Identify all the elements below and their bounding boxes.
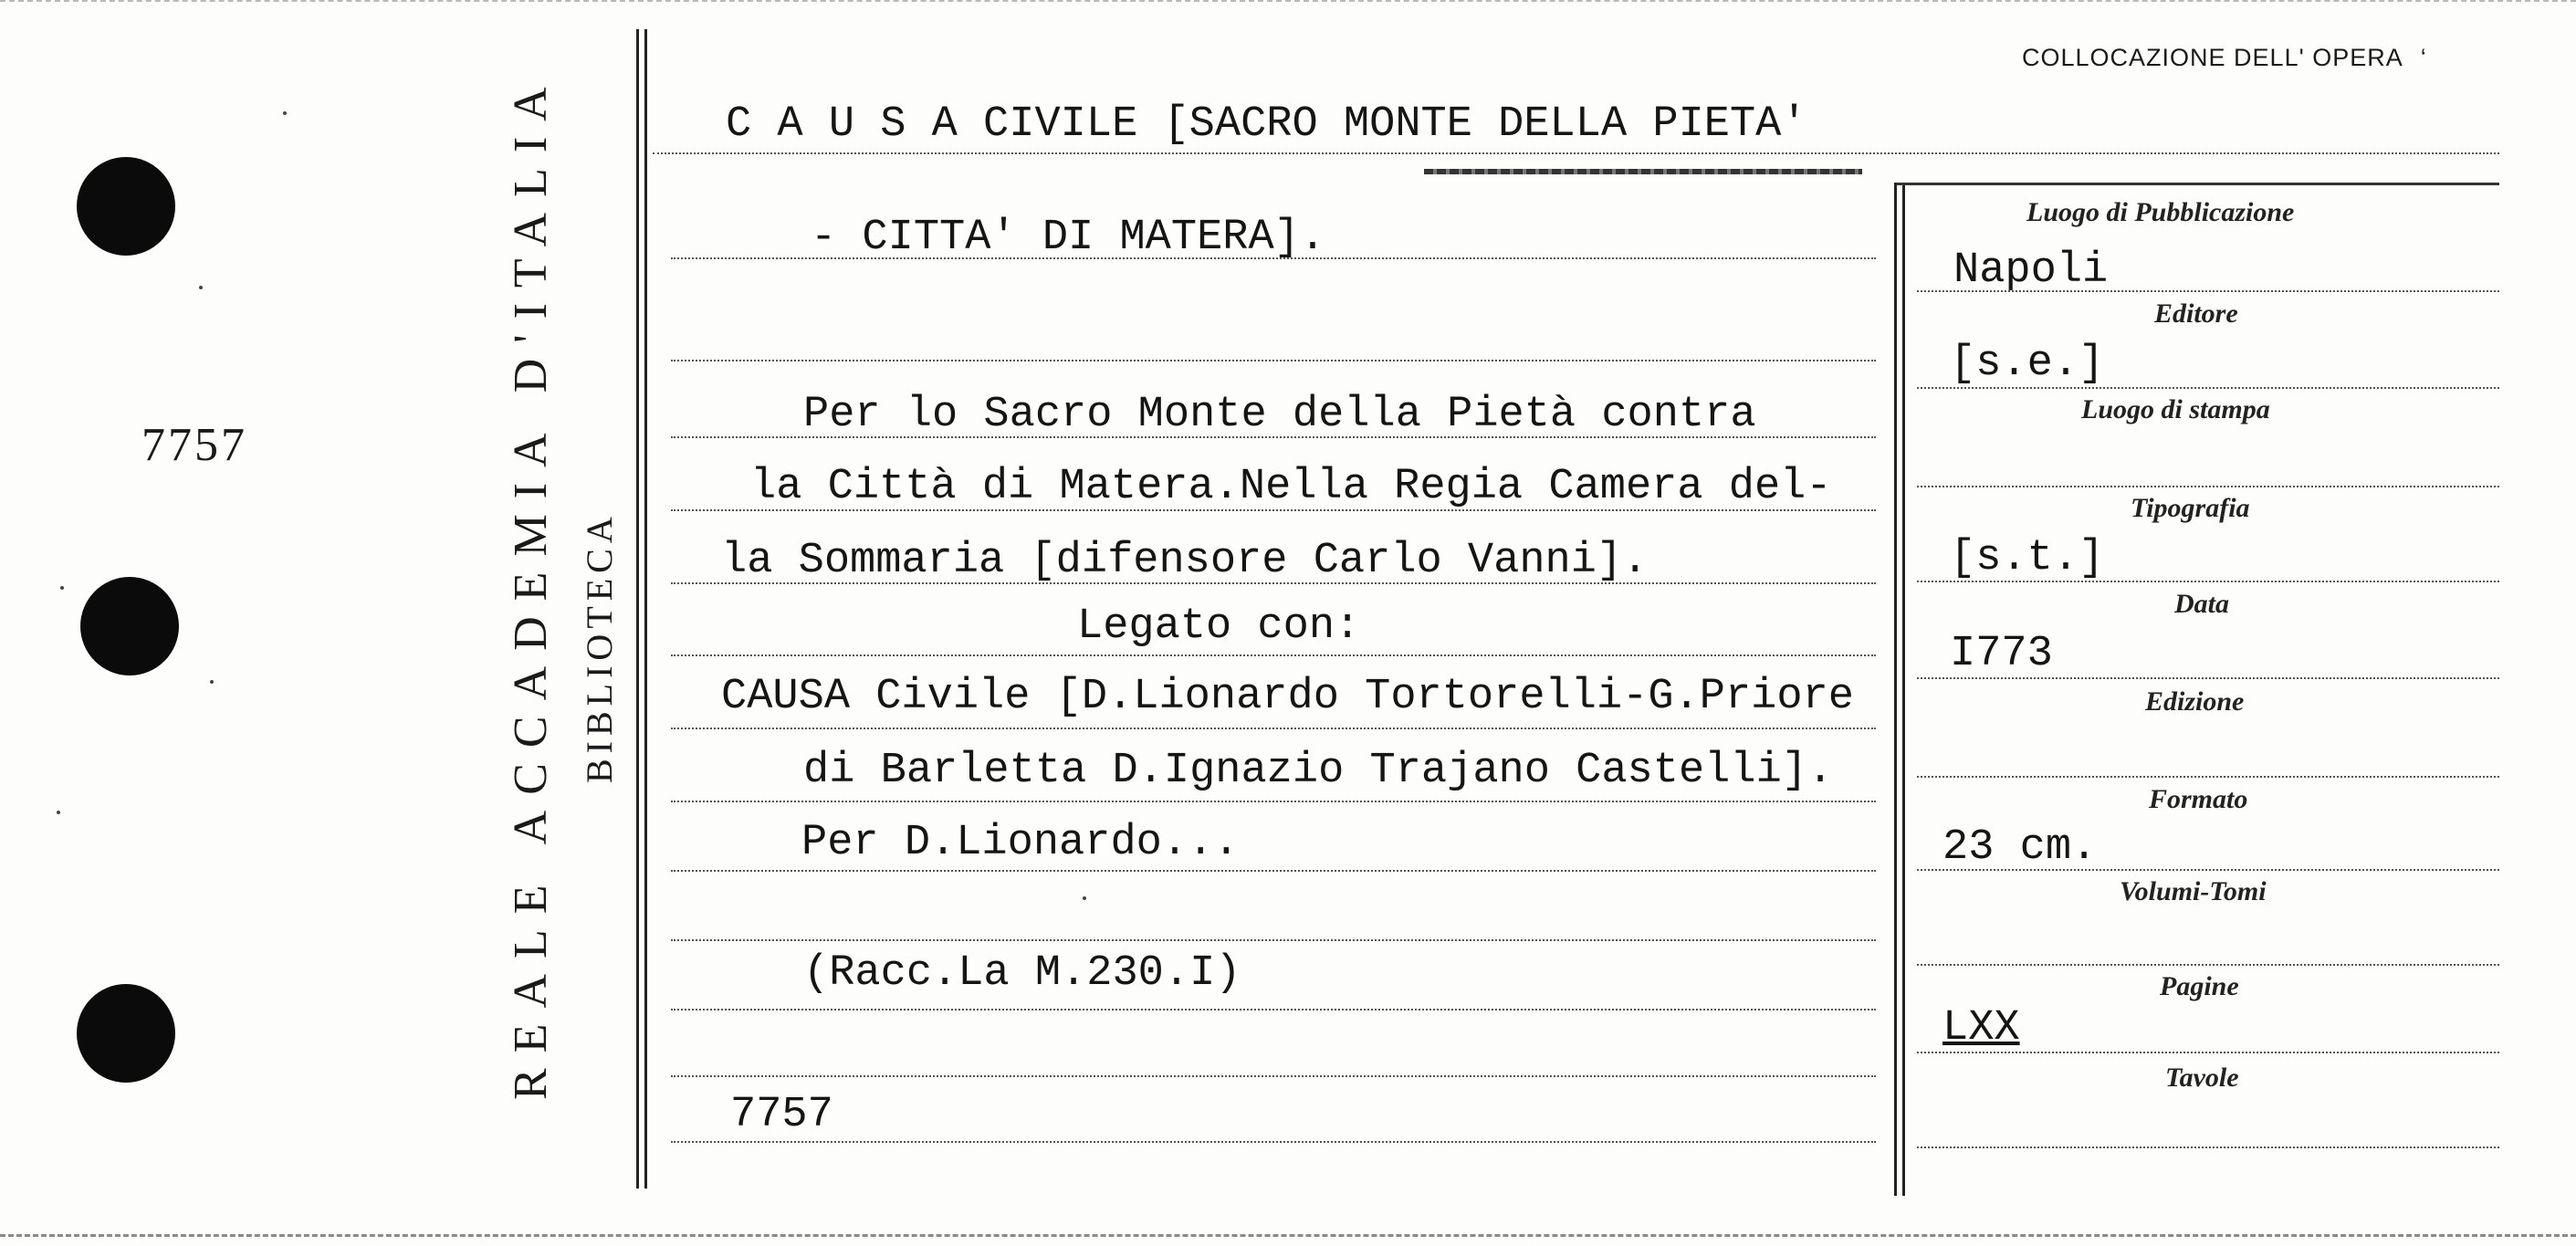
field-label-luogo-stampa: Luogo di stampa bbox=[2081, 394, 2270, 424]
paper-speck bbox=[60, 586, 64, 590]
bound-with-line-1: CAUSA Civile [D.Lionardo Tortorelli-G.Priore bbox=[721, 673, 1855, 721]
bound-with-line-2: di Barletta D.Ignazio Trajano Castelli]. bbox=[803, 747, 1834, 795]
collocazione-mark: ‘ bbox=[2420, 44, 2427, 71]
field-label-luogo-pubblicazione: Luogo di Pubblicazione bbox=[2026, 197, 2295, 227]
punch-hole-bottom bbox=[77, 984, 175, 1083]
field-label-tavole: Tavole bbox=[2165, 1063, 2239, 1093]
bound-with-label: Legato con: bbox=[1077, 602, 1361, 651]
field-value-formato: 23 cm. bbox=[1942, 823, 2098, 872]
left-double-rule-b bbox=[644, 29, 647, 1188]
title-line-1: C A U S A CIVILE [SACRO MONTE DELLA PIETA' bbox=[726, 100, 1807, 149]
institution-main-label: REALE ACCADEMIA D'ITALIA bbox=[505, 71, 557, 1100]
body-rule bbox=[653, 152, 2499, 154]
punch-hole-top bbox=[77, 157, 175, 256]
field-rule bbox=[1917, 776, 2499, 778]
card-bottom-edge bbox=[0, 1234, 2576, 1237]
field-rule bbox=[1917, 964, 2499, 966]
field-label-formato: Formato bbox=[2149, 784, 2248, 814]
body-rule bbox=[671, 1009, 1876, 1010]
struck-out-marks bbox=[1424, 169, 1862, 174]
institution-sub-label: BIBLIOTECA bbox=[579, 511, 620, 783]
field-label-editore: Editore bbox=[2154, 298, 2238, 329]
field-label-data: Data bbox=[2174, 589, 2229, 619]
imprint-line-2: la Città di Matera.Nella Regia Camera del- bbox=[750, 463, 1832, 511]
field-label-pagine: Pagine bbox=[2160, 971, 2239, 1001]
inventory-number-bottom: 7757 bbox=[730, 1091, 833, 1139]
paper-speck bbox=[199, 286, 203, 289]
paper-speck bbox=[1083, 896, 1086, 900]
body-rule bbox=[671, 1075, 1876, 1077]
field-label-volumi-tomi: Volumi-Tomi bbox=[2120, 876, 2267, 906]
right-double-rule-b bbox=[1902, 183, 1905, 1196]
paper-speck bbox=[210, 680, 214, 684]
paper-speck bbox=[283, 111, 287, 115]
collocazione-header bbox=[2022, 44, 2427, 72]
body-rule bbox=[671, 654, 1876, 656]
punch-hole-middle bbox=[80, 577, 179, 675]
collocazione-label: COLLOCAZIONE DELL' OPERA bbox=[2022, 44, 2403, 71]
inventory-number-left: 7757 bbox=[141, 419, 247, 471]
body-rule bbox=[671, 1141, 1876, 1143]
body-rule bbox=[671, 939, 1876, 941]
field-label-tipografia: Tipografia bbox=[2131, 493, 2250, 523]
body-rule bbox=[671, 801, 1876, 802]
body-rule bbox=[671, 360, 1876, 361]
left-double-rule-a bbox=[636, 29, 639, 1188]
field-rule bbox=[1917, 1147, 2499, 1148]
field-label-edizione: Edizione bbox=[2145, 686, 2245, 717]
body-rule bbox=[671, 728, 1876, 729]
field-box-top-rule bbox=[1897, 183, 2499, 185]
field-value-tipografia: [s.t.] bbox=[1950, 534, 2105, 582]
field-value-pagine: LXX bbox=[1942, 1004, 2020, 1052]
imprint-line-1: Per lo Sacro Monte della Pietà contra bbox=[803, 391, 1756, 439]
imprint-line-3: la Sommaria [difensore Carlo Vanni]. bbox=[721, 537, 1649, 585]
card-top-edge bbox=[0, 0, 2576, 7]
field-value-data: I773 bbox=[1950, 630, 2053, 678]
collection-note: (Racc.La M.230.I) bbox=[803, 949, 1241, 998]
field-value-editore: [s.e.] bbox=[1950, 340, 2105, 388]
right-double-rule-a bbox=[1894, 183, 1897, 1196]
title-line-2: - CITTA' DI MATERA]. bbox=[811, 214, 1326, 262]
bound-with-line-3: Per D.Lionardo... bbox=[801, 819, 1240, 867]
paper-speck bbox=[57, 811, 60, 814]
body-rule bbox=[671, 870, 1876, 872]
field-value-luogo-pubblicazione: Napoli bbox=[1953, 246, 2109, 295]
field-rule bbox=[1917, 486, 2499, 487]
